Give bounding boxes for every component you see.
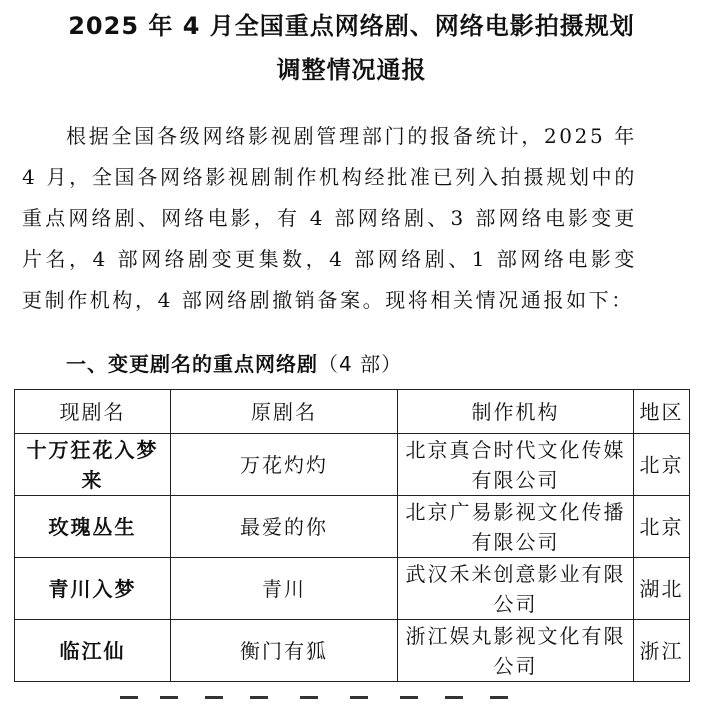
cell-producer: 武汉禾米创意影业有限公司 [398,558,634,620]
table-row [15,558,690,620]
intro-paragraph: 根据全国各级网络影视剧管理部门的报备统计，2025 年 4 月，全国各网络影视剧制作机构经批准已列入拍摄规划中的重点网络剧、网络电影，有 4 部网络剧、3 部网络电影变更片名，4 部网络剧变更集数，4 部网络剧、1 部网络电影变更制作机构，4 部网络剧撤销备案。现将相关情况通报如下： [22,124,637,312]
table-row [15,620,690,682]
header-producer: 制作机构 [398,390,634,434]
header-original-title: 原剧名 [171,390,398,434]
renamed-series-table [14,389,690,682]
document-title-line-2: 调整情况通报 [276,56,427,84]
cell-current-title: 玫瑰丛生 [15,496,171,558]
cell-current-title: 临江仙 [15,620,171,682]
cell-region: 北京 [634,496,690,558]
header-region: 地区 [634,390,690,434]
cell-original-title: 万花灼灼 [171,434,398,496]
table-row [15,434,690,496]
cell-region: 湖北 [634,558,690,620]
cell-region: 北京 [634,434,690,496]
section-heading [66,348,402,377]
cropped-next-line [100,696,540,710]
cell-original-title: 衡门有狐 [171,620,398,682]
section-heading-count: （4 部） [318,352,403,376]
table-header-row [15,390,690,434]
cell-current-title: 青川入梦 [15,558,171,620]
header-current-title: 现剧名 [15,390,171,434]
document-title-line-1: 2025 年 4 月全国重点网络剧、网络电影拍摄规划 [68,12,635,40]
section-heading-text: 一、变更剧名的重点网络剧 [66,352,318,376]
cell-producer: 浙江娱丸影视文化有限公司 [398,620,634,682]
cell-original-title: 最爱的你 [171,496,398,558]
table-row [15,496,690,558]
cell-original-title: 青川 [171,558,398,620]
cell-current-title: 十万狂花入梦来 [15,434,171,496]
cell-producer: 北京广易影视文化传播有限公司 [398,496,634,558]
cell-producer: 北京真合时代文化传媒有限公司 [398,434,634,496]
cell-region: 浙江 [634,620,690,682]
